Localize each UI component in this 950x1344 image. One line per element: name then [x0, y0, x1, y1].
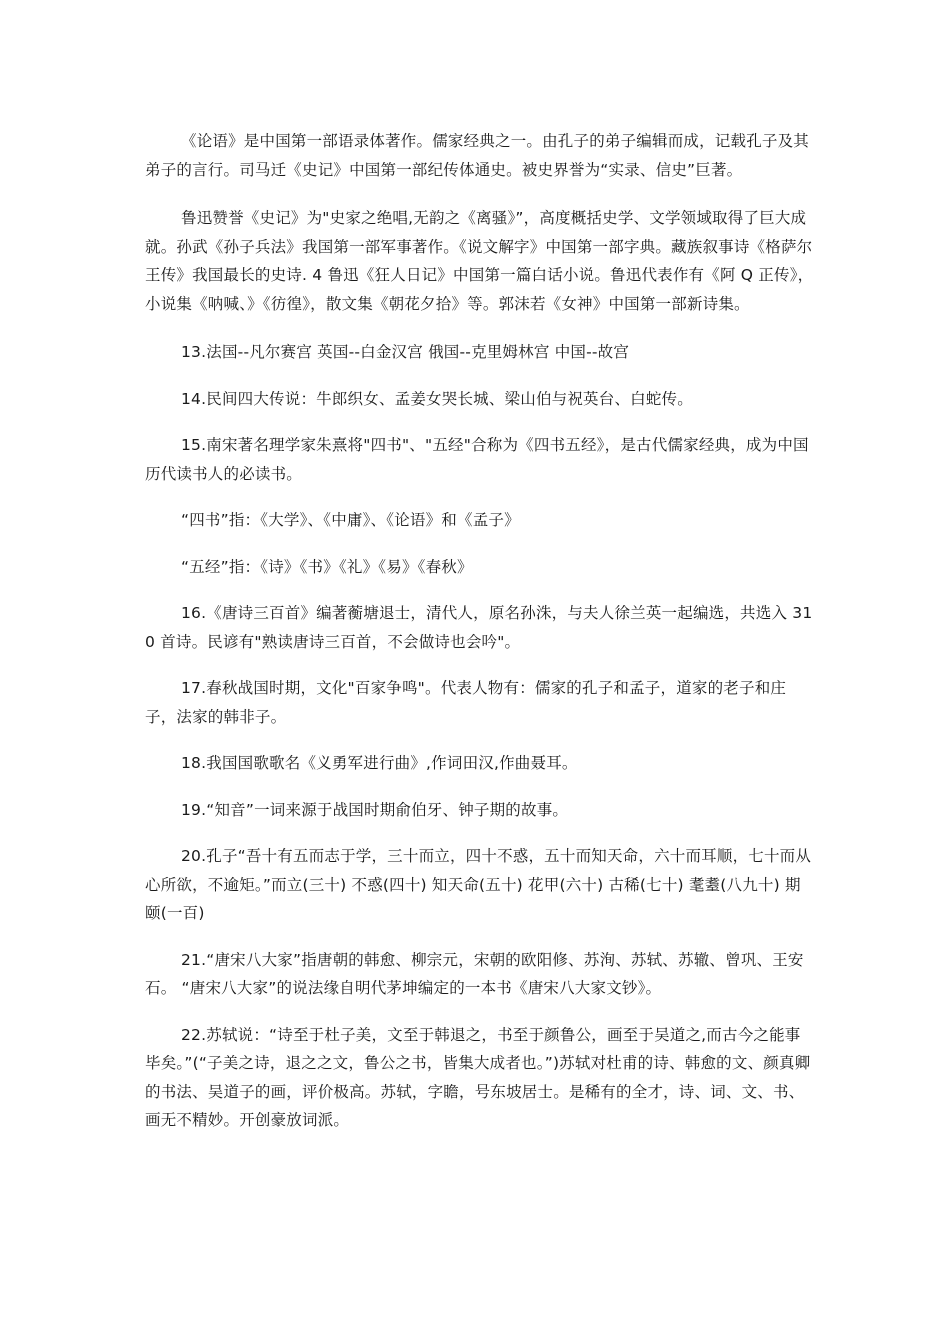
paragraph-shiji: 鲁迅赞誉《史记》为"史家之绝唱,无韵之《离骚》”，高度概括史学、文学领域取得了巨大成就。孙武《孙子兵法》我国第一部军事著作。《说文解字》中国第一部字典。藏族叙事诗《格萨尔王传》我国最长的史诗. 4 鲁迅《狂人日记》中国第一篇白话小说。鲁迅代表作有《阿 Q 正传》，小说集《呐喊、》《彷徨》，散文集《朝花夕拾》等。郭沫若《女神》中国第一部新诗集。	[145, 209, 814, 313]
paragraph-sishu: “四书”指：《大学》、《中庸》、《论语》和《孟子》	[181, 511, 520, 529]
paragraph-20-confucius-ages: 20.孔子“吾十有五而志于学，三十而立，四十不惑，五十而知天命，六十而耳顺，七十而从心所欲，不逾矩。”而立(三十) 不惑(四十) 知天命(五十) 花甲(六十) 古稀(七十) 耄耋(八九十) 期颐(一百)	[145, 847, 812, 922]
paragraph-15-sishu-wujing: 15.南宋著名理学家朱熹将"四书"、"五经"合称为《四书五经》，是古代儒家经典，成为中国历代读书人的必读书。	[145, 436, 809, 483]
paragraph-wujing: “五经”指：《诗》《书》《礼》《易》《春秋》	[181, 557, 473, 576]
paragraph-21-eight-masters: 21.“唐宋八大家”指唐朝的韩愈、柳宗元，宋朝的欧阳修、苏洵、苏轼、苏辙、曾巩、王安石。 “唐宋八大家”的说法缘自明代茅坤编定的一本书《唐宋八大家文钞》。	[145, 950, 804, 997]
paragraph-16-tang-poems: 16.《唐诗三百首》编著蘅塘退士，清代人，原名孙洙，与夫人徐兰英一起编选，共选入 310 首诗。民谚有"熟读唐诗三百首，不会做诗也会吟"。	[145, 604, 813, 651]
paragraph-lunyu: 《论语》是中国第一部语录体著作。儒家经典之一。由孔子的弟子编辑而成，记载孔子及其弟子的言行。司马迁《史记》中国第一部纪传体通史。被史界誉为“实录、信史”巨著。	[145, 132, 810, 179]
paragraph-22-su-shi: 22.苏轼说：“诗至于杜子美，文至于韩退之，书至于颜鲁公，画至于吴道之,而古今之能事毕矣。”(“子美之诗，退之之文，鲁公之书，皆集大成者也。”)苏轼对杜甫的诗、韩愈的文、颜真卿的书法、吴道子的画，评价极高。苏轼，字瞻，号东坡居士。是稀有的全才，诗、词、文、书、画无不精妙。开创豪放词派。	[145, 1025, 811, 1129]
paragraph-17-hundred-schools: 17.春秋战国时期，文化"百家争鸣"。代表人物有：儒家的孔子和孟子，道家的老子和庄子，法家的韩非子。	[145, 679, 787, 726]
paragraph-13-palaces: 13.法国--凡尔赛宫 英国--白金汉宫 俄国--克里姆林宫 中国--故宫	[181, 343, 630, 361]
document-body	[145, 127, 815, 1153]
paragraph-14-legends: 14.民间四大传说：牛郎织女、孟姜女哭长城、梁山伯与祝英台、白蛇传。	[181, 389, 693, 408]
paragraph-19-zhiyin: 19.“知音”一词来源于战国时期俞伯牙、钟子期的故事。	[181, 800, 569, 819]
paragraph-18-anthem: 18.我国国歌歌名《义勇军进行曲》,作词田汉,作曲聂耳。	[181, 754, 578, 772]
